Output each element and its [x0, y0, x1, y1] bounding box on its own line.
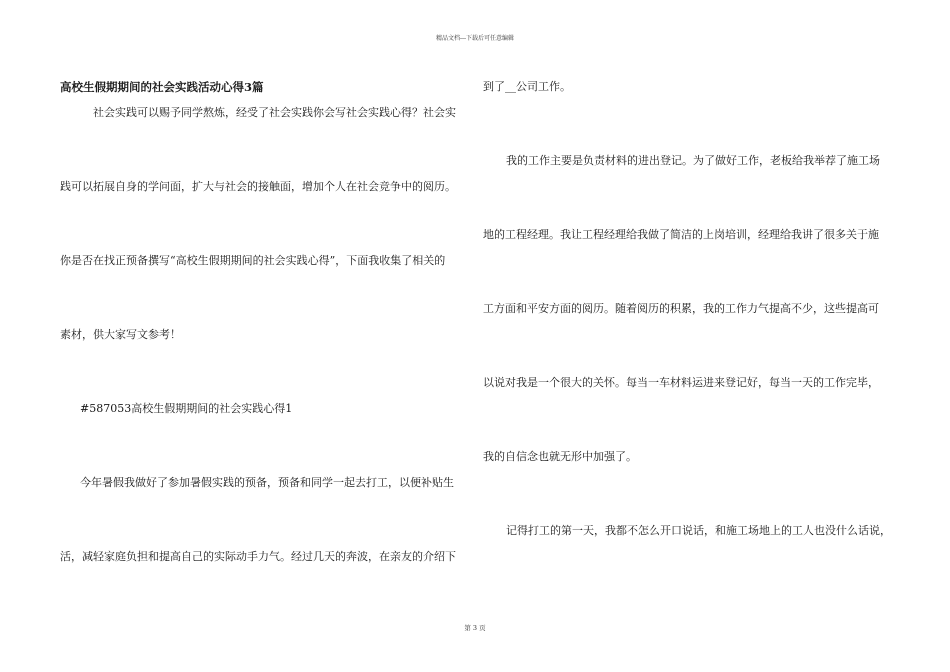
- paragraph-line: 记得打工的第一天，我都不怎么开口说话，和施工场地上的工人也没什么话说，: [506, 524, 891, 537]
- document-title: 高校生假期期间的社会实践活动心得3篇: [60, 80, 264, 94]
- paragraph-line: 今年暑假我做好了参加暑假实践的预备，预备和同学一起去打工，以便补贴生: [80, 476, 454, 489]
- paragraph-line: 你是否在找正预备撰写“高校生假期期间的社会实践心得”，下面我收集了相关的: [60, 254, 446, 267]
- paragraph-line: 工方面和平安方面的阅历。随着阅历的积累，我的工作力气提高不少，这些提高可: [483, 302, 879, 315]
- paragraph-line: 素材，供大家写文参考！: [60, 328, 181, 341]
- page-header: 精品文档---下载后可任意编辑: [435, 35, 515, 42]
- paragraph-line: 社会实践可以赐予同学熬炼，经受了社会实践你会写社会实践心得？社会实: [93, 106, 456, 119]
- paragraph-line: 地的工程经理。我让工程经理给我做了简洁的上岗培训，经理给我讲了很多关于施: [483, 228, 879, 241]
- paragraph-line: 我的自信念也就无形中加强了。: [483, 450, 637, 463]
- page-number: 第 3 页: [464, 624, 486, 632]
- section-heading: #587053高校生假期期间的社会实践心得1: [80, 402, 293, 415]
- paragraph-line: 以说对我是一个很大的关怀。每当一车材料运进来登记好，每当一天的工作完毕，: [483, 376, 879, 389]
- paragraph-line: 我的工作主要是负责材料的进出登记。为了做好工作，老板给我举荐了施工场: [506, 154, 880, 167]
- paragraph-line: 践可以拓展自身的学问面，扩大与社会的接触面，增加个人在社会竞争中的阅历。: [60, 180, 456, 193]
- paragraph-line: 活，减轻家庭负担和提高自己的实际动手力气。经过几天的奔波，在亲友的介绍下: [60, 550, 456, 563]
- paragraph-line: 到了__公司工作。: [483, 80, 571, 93]
